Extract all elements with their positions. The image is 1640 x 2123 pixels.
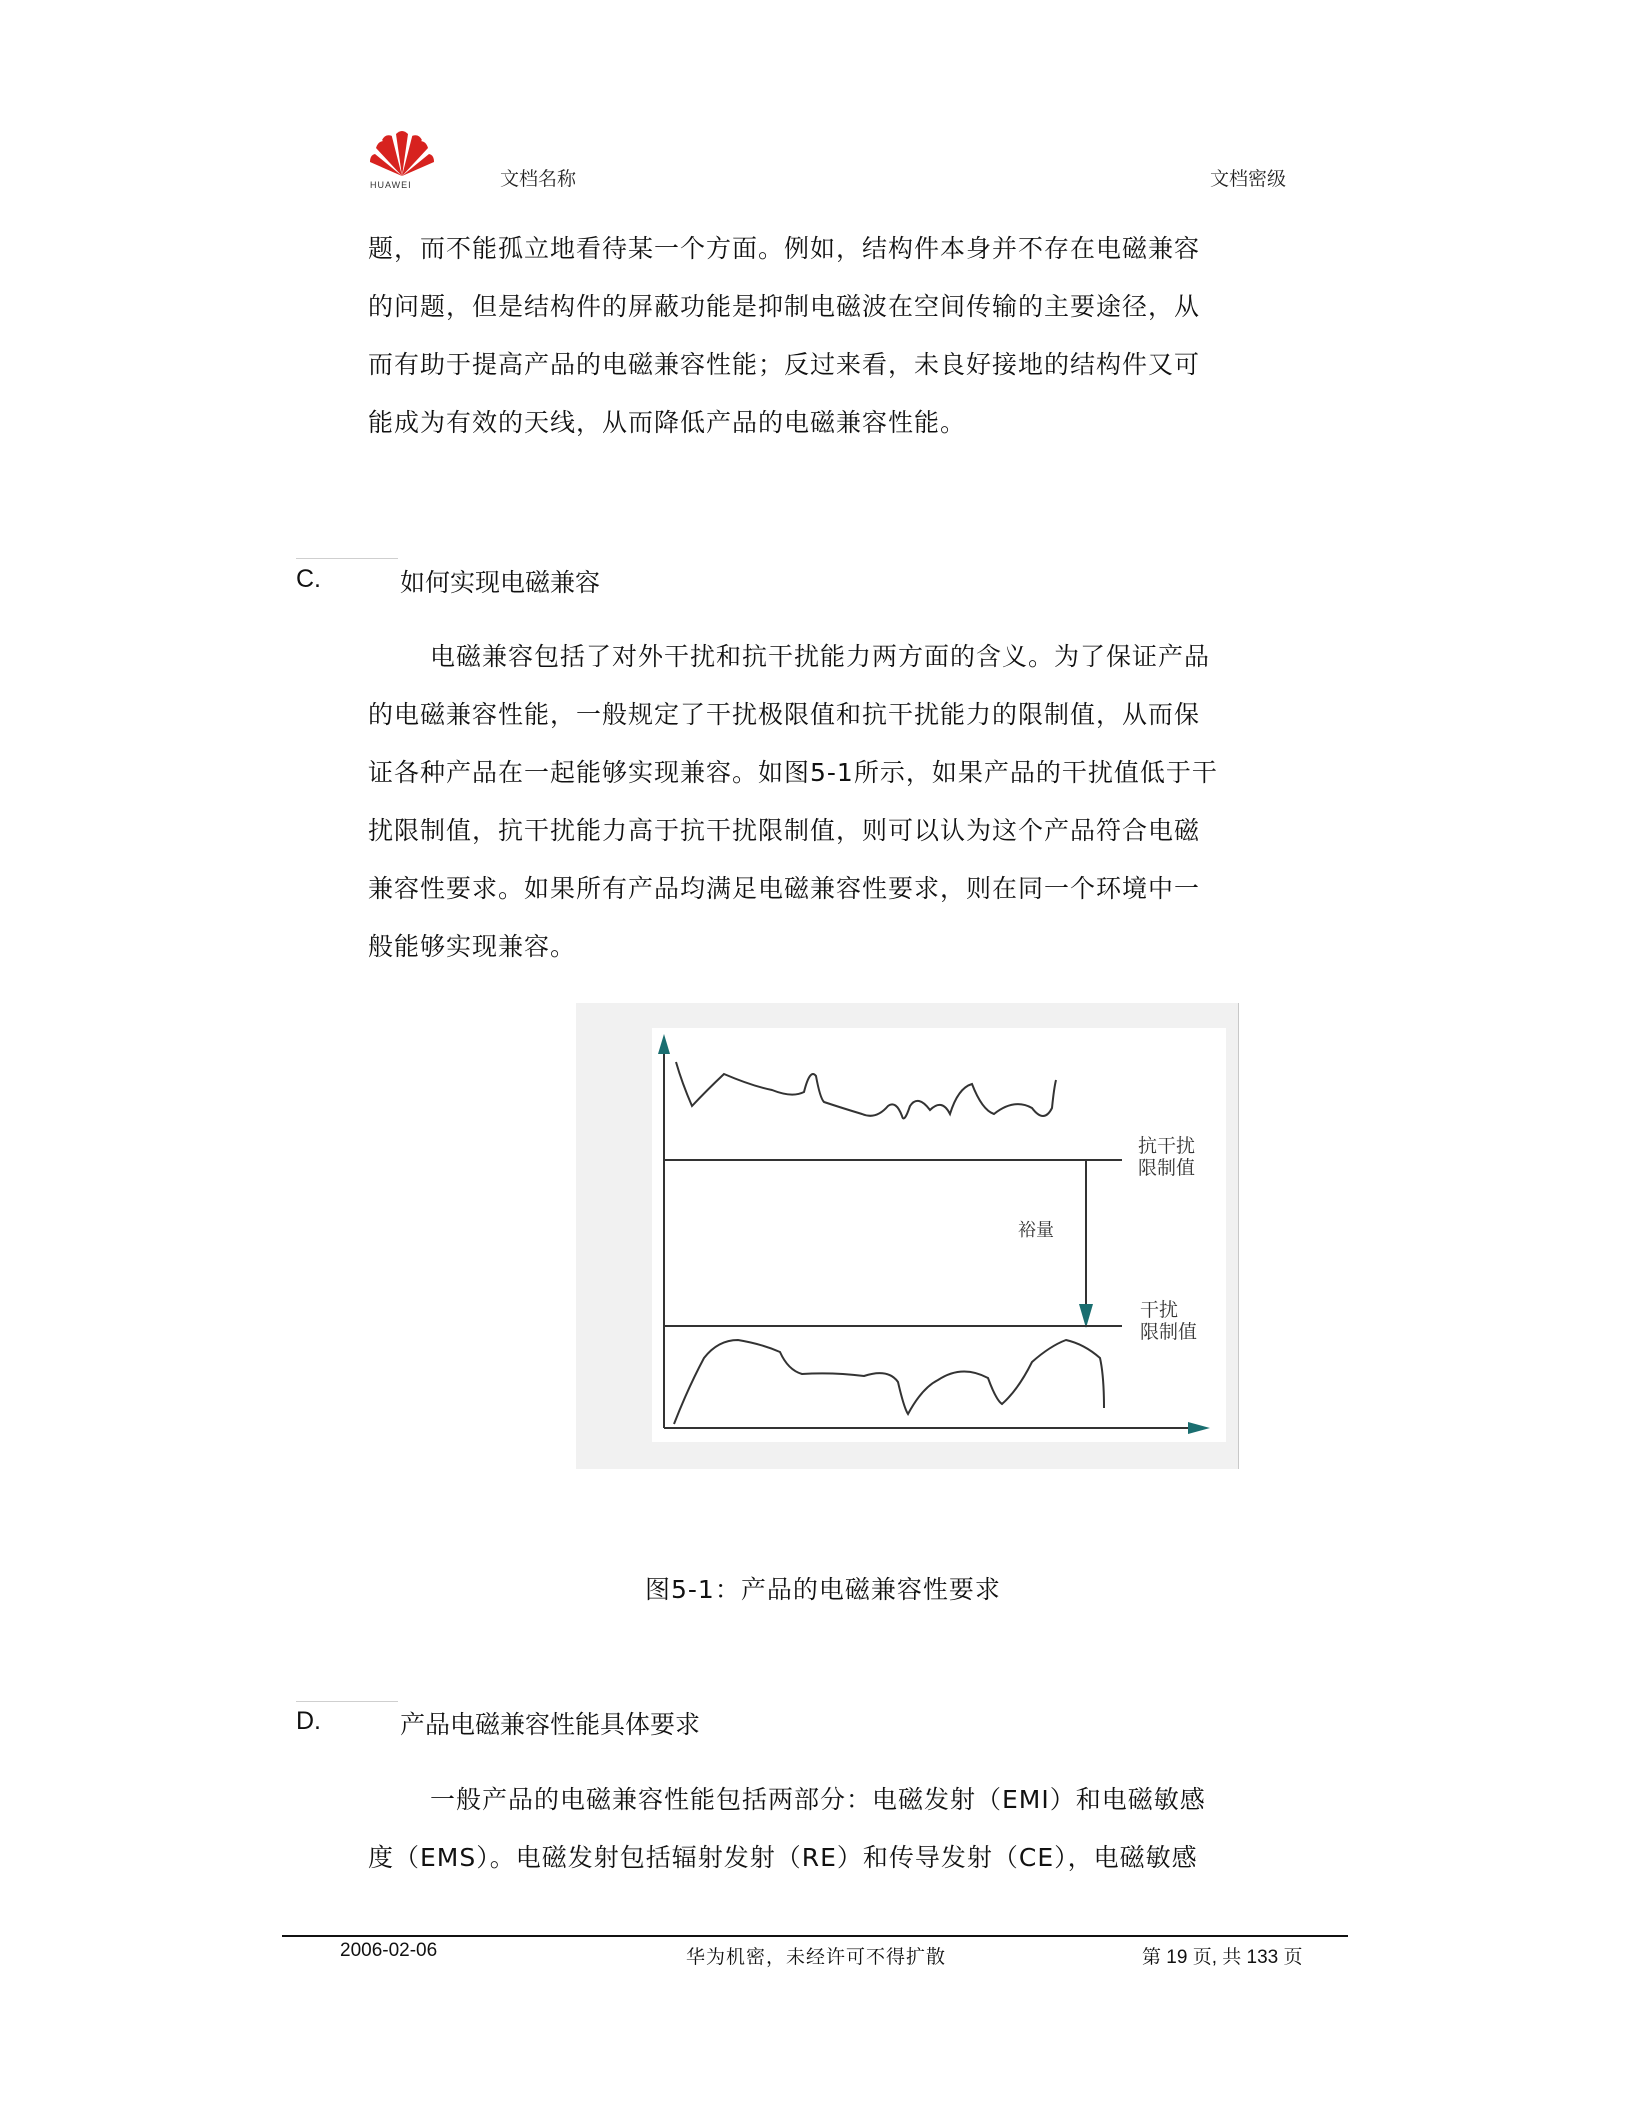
immunity-limit-label-2: 限制值 (1138, 1157, 1196, 1179)
y-axis-arrow-icon (658, 1034, 670, 1054)
section-d-title: 产品电磁兼容性能具体要求 (400, 1710, 701, 1739)
footer-rule (282, 1935, 1348, 1937)
paragraph-1 (368, 220, 1338, 452)
section-c-letter: C. (296, 565, 321, 593)
paragraph-line: 般能够实现兼容。 (368, 932, 577, 961)
section-c-title: 如何实现电磁兼容 (400, 568, 601, 597)
logo-wordmark: HUAWEI (370, 180, 412, 190)
interference-curve (674, 1340, 1104, 1424)
paragraph-2 (368, 628, 1338, 976)
immunity-curve (676, 1062, 1056, 1118)
paragraph-3 (368, 1771, 1338, 1887)
immunity-limit-label-1: 抗干扰 (1138, 1135, 1196, 1157)
header-doc-level: 文档密级 (1210, 168, 1287, 190)
paragraph-line: 能成为有效的天线，从而降低产品的电磁兼容性能。 (368, 408, 967, 437)
footer-date: 2006-02-06 (340, 1940, 438, 1961)
emc-diagram (652, 1028, 1226, 1442)
paragraph-line: 而有助于提高产品的电磁兼容性能；反过来看，未良好接地的结构件又可 (368, 350, 1201, 379)
interference-limit-label-1: 干扰 (1140, 1299, 1179, 1321)
footer-page-number: 第 19 页, 共 133 页 (1142, 1947, 1303, 1968)
paragraph-line: 兼容性要求。如果所有产品均满足电磁兼容性要求，则在同一个环境中一 (368, 874, 1201, 903)
section-c-rule (296, 558, 398, 559)
paragraph-line: 的问题，但是结构件的屏蔽功能是抑制电磁波在空间传输的主要途径，从 (368, 292, 1201, 321)
paragraph-line: 证各种产品在一起能够实现兼容。如图5-1所示，如果产品的干扰值低于干 (368, 758, 1218, 787)
footer-confidential: 华为机密，未经许可不得扩散 (686, 1947, 947, 1968)
margin-arrow-head-icon (1079, 1304, 1093, 1328)
paragraph-line: 电磁兼容包括了对外干扰和抗干扰能力两方面的含义。为了保证产品 (430, 642, 1211, 671)
paragraph-line: 题，而不能孤立地看待某一个方面。例如，结构件本身并不存在电磁兼容 (368, 234, 1201, 263)
huawei-logo (366, 124, 438, 194)
figure-canvas (652, 1028, 1226, 1442)
paragraph-line: 的电磁兼容性能，一般规定了干扰极限值和抗干扰能力的限制值，从而保 (368, 700, 1201, 729)
section-d-letter: D. (296, 1707, 321, 1735)
header-doc-name: 文档名称 (500, 168, 577, 190)
interference-limit-label-2: 限制值 (1140, 1321, 1198, 1343)
section-d-rule (296, 1701, 398, 1702)
x-axis-arrow-icon (1188, 1422, 1210, 1434)
paragraph-line: 一般产品的电磁兼容性能包括两部分：电磁发射（EMI）和电磁敏感 (430, 1785, 1206, 1814)
paragraph-line: 度（EMS）。电磁发射包括辐射发射（RE）和传导发射（CE），电磁敏感 (368, 1843, 1198, 1872)
paragraph-line: 扰限制值，抗干扰能力高于抗干扰限制值，则可以认为这个产品符合电磁 (368, 816, 1201, 845)
figure-caption: 图5-1：产品的电磁兼容性要求 (645, 1575, 1001, 1604)
margin-label: 裕量 (1018, 1220, 1054, 1241)
